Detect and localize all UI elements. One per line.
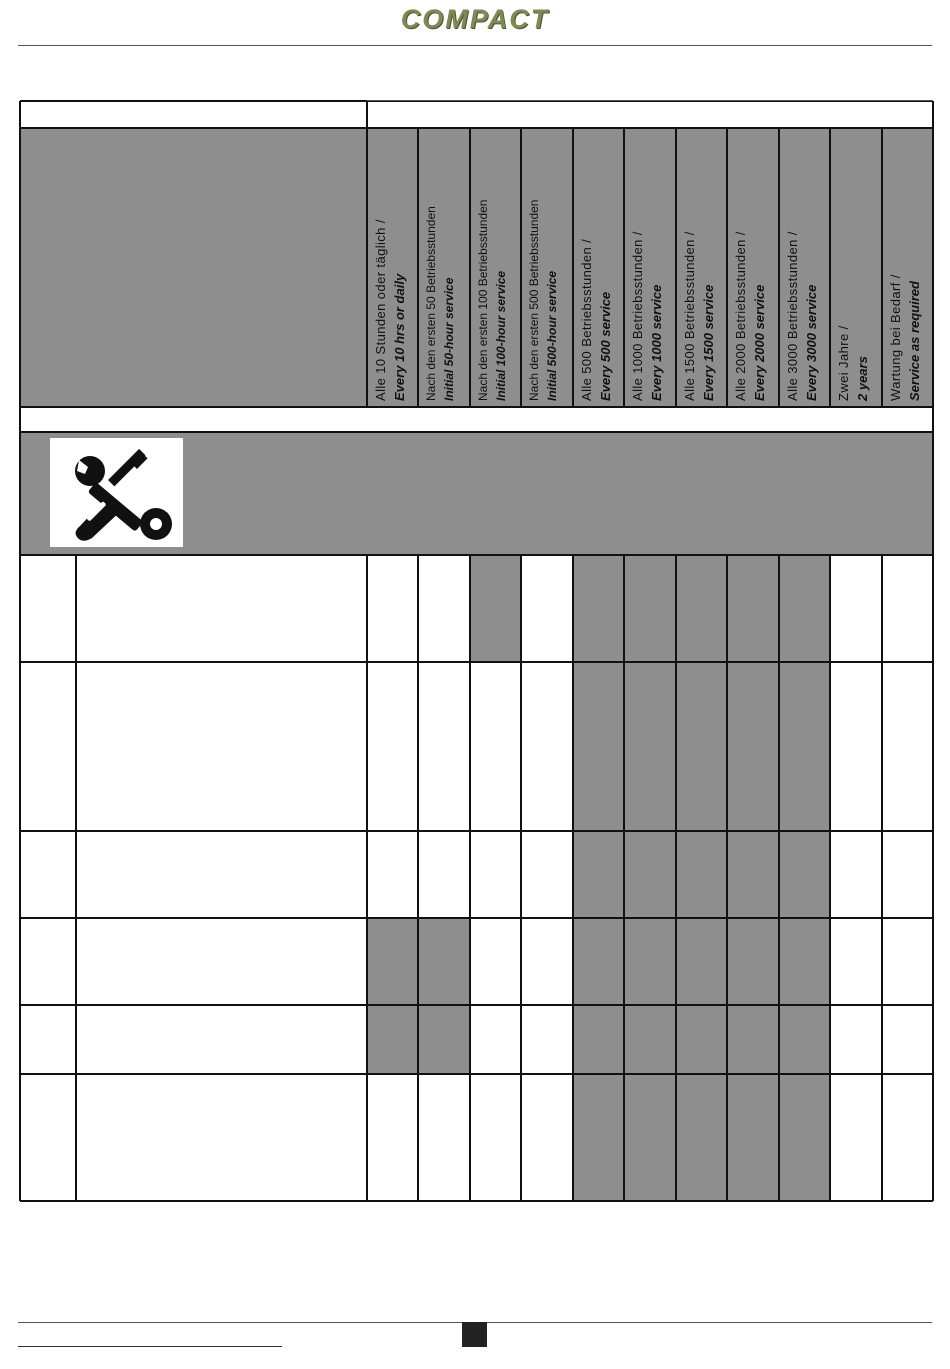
wrench-screwdriver-icon bbox=[50, 438, 183, 547]
grid-line bbox=[75, 555, 77, 1201]
schedule-mark-cell bbox=[367, 918, 418, 1005]
grid-line bbox=[20, 406, 933, 408]
grid-line bbox=[469, 555, 471, 1201]
schedule-mark-cell bbox=[624, 662, 675, 831]
schedule-mark-cell bbox=[418, 1005, 469, 1074]
grid-line bbox=[675, 128, 677, 407]
column-header-de: Wartung bei Bedarf / bbox=[887, 274, 903, 401]
column-header-en: Initial 100-hour service bbox=[493, 270, 508, 401]
grid-line bbox=[932, 101, 934, 1201]
column-header-de: Nach den ersten 500 Betriebsstunden bbox=[527, 199, 542, 401]
column-header-de: Nach den ersten 50 Betriebsstunden bbox=[424, 206, 439, 401]
column-header-de: Alle 500 Betriebsstunden / bbox=[578, 238, 594, 401]
grid-line bbox=[778, 555, 780, 1201]
grid-line bbox=[829, 555, 831, 1201]
page-marker bbox=[462, 1322, 487, 1347]
column-header bbox=[628, 133, 666, 401]
column-header bbox=[422, 133, 458, 401]
grid-line bbox=[20, 1200, 933, 1202]
schedule-mark-cell bbox=[624, 555, 675, 662]
schedule-mark-cell bbox=[727, 1074, 778, 1201]
column-header-de: Alle 2000 Betriebsstunden / bbox=[733, 231, 749, 401]
schedule-mark-cell bbox=[676, 555, 727, 662]
grid-line bbox=[366, 101, 368, 407]
column-header-de: Alle 10 Stunden oder täglich / bbox=[373, 219, 388, 401]
grid-line bbox=[572, 128, 574, 407]
schedule-mark-cell bbox=[727, 918, 778, 1005]
schedule-mark-cell bbox=[779, 1074, 830, 1201]
grid-line bbox=[623, 128, 625, 407]
schedule-mark-cell bbox=[676, 1074, 727, 1201]
column-header bbox=[731, 133, 769, 401]
schedule-mark-cell bbox=[573, 662, 624, 831]
grid-line bbox=[726, 128, 728, 407]
grid-line bbox=[20, 554, 933, 556]
grid-line bbox=[20, 661, 933, 663]
column-header-en: Initial 50-hour service bbox=[442, 277, 457, 401]
footer-underline bbox=[18, 1346, 282, 1347]
column-header-en: Every 1000 service bbox=[649, 284, 665, 401]
column-header-en: Every 500 service bbox=[597, 291, 613, 401]
grid-line bbox=[20, 431, 933, 433]
schedule-mark-cell bbox=[676, 831, 727, 918]
column-header-de: Zwei Jahre / bbox=[836, 325, 852, 401]
schedule-mark-cell bbox=[573, 831, 624, 918]
grid-line bbox=[623, 555, 625, 1201]
grid-line bbox=[726, 555, 728, 1201]
schedule-mark-cell bbox=[779, 555, 830, 662]
grid-line bbox=[881, 555, 883, 1201]
grid-line bbox=[881, 128, 883, 407]
schedule-mark-cell bbox=[727, 831, 778, 918]
column-header bbox=[577, 133, 615, 401]
grid-line bbox=[20, 127, 933, 129]
schedule-mark-cell bbox=[624, 1005, 675, 1074]
grid-line bbox=[520, 128, 522, 407]
grid-line bbox=[20, 917, 933, 919]
schedule-mark-cell bbox=[573, 1005, 624, 1074]
schedule-mark-cell bbox=[624, 1074, 675, 1201]
grid-line bbox=[778, 128, 780, 407]
column-header bbox=[525, 133, 561, 401]
column-header-de: Alle 3000 Betriebsstunden / bbox=[784, 231, 800, 401]
grid-line bbox=[19, 101, 21, 1201]
schedule-mark-cell bbox=[676, 918, 727, 1005]
column-header-de: Nach den ersten 100 Betriebsstunden bbox=[475, 199, 490, 401]
column-header bbox=[474, 133, 510, 401]
grid-line bbox=[417, 128, 419, 407]
schedule-mark-cell bbox=[779, 831, 830, 918]
grid-line bbox=[572, 555, 574, 1201]
column-header-en: 2 years bbox=[855, 356, 871, 401]
column-header-en: Every 10 hrs or daily bbox=[392, 273, 407, 401]
schedule-mark-cell bbox=[573, 555, 624, 662]
column-header bbox=[834, 133, 872, 401]
column-header-en: Every 2000 service bbox=[752, 284, 768, 401]
schedule-mark-cell bbox=[779, 662, 830, 831]
column-header bbox=[886, 133, 924, 401]
schedule-mark-cell bbox=[779, 1005, 830, 1074]
schedule-mark-cell bbox=[676, 662, 727, 831]
column-header-de: Alle 1500 Betriebsstunden / bbox=[681, 231, 697, 401]
schedule-mark-cell bbox=[470, 555, 521, 662]
schedule-mark-cell bbox=[727, 555, 778, 662]
grid-line bbox=[367, 100, 933, 101]
brand-logo: COMPACT bbox=[400, 4, 550, 34]
grid-line bbox=[829, 128, 831, 407]
schedule-mark-cell bbox=[573, 918, 624, 1005]
schedule-mark-cell bbox=[367, 1005, 418, 1074]
column-header-en: Initial 500-hour service bbox=[545, 270, 560, 401]
column-header bbox=[783, 133, 821, 401]
schedule-mark-cell bbox=[418, 918, 469, 1005]
schedule-mark-cell bbox=[573, 1074, 624, 1201]
column-header bbox=[371, 133, 409, 401]
grid-line bbox=[675, 555, 677, 1201]
schedule-mark-cell bbox=[624, 831, 675, 918]
grid-line bbox=[20, 1004, 933, 1006]
column-header-en: Every 3000 service bbox=[803, 284, 819, 401]
column-header-en: Service as required bbox=[906, 281, 922, 401]
column-header-de: Alle 1000 Betriebsstunden / bbox=[630, 231, 646, 401]
column-header bbox=[680, 133, 718, 401]
grid-line bbox=[469, 128, 471, 407]
schedule-mark-cell bbox=[779, 918, 830, 1005]
column-header-en: Every 1500 service bbox=[700, 284, 716, 401]
grid-line bbox=[20, 1073, 933, 1075]
grid-line bbox=[417, 555, 419, 1201]
grid-line bbox=[366, 555, 368, 1201]
schedule-mark-cell bbox=[727, 1005, 778, 1074]
grid-line bbox=[520, 555, 522, 1201]
grid-line bbox=[20, 830, 933, 832]
schedule-mark-cell bbox=[624, 918, 675, 1005]
schedule-mark-cell bbox=[676, 1005, 727, 1074]
schedule-mark-cell bbox=[727, 662, 778, 831]
